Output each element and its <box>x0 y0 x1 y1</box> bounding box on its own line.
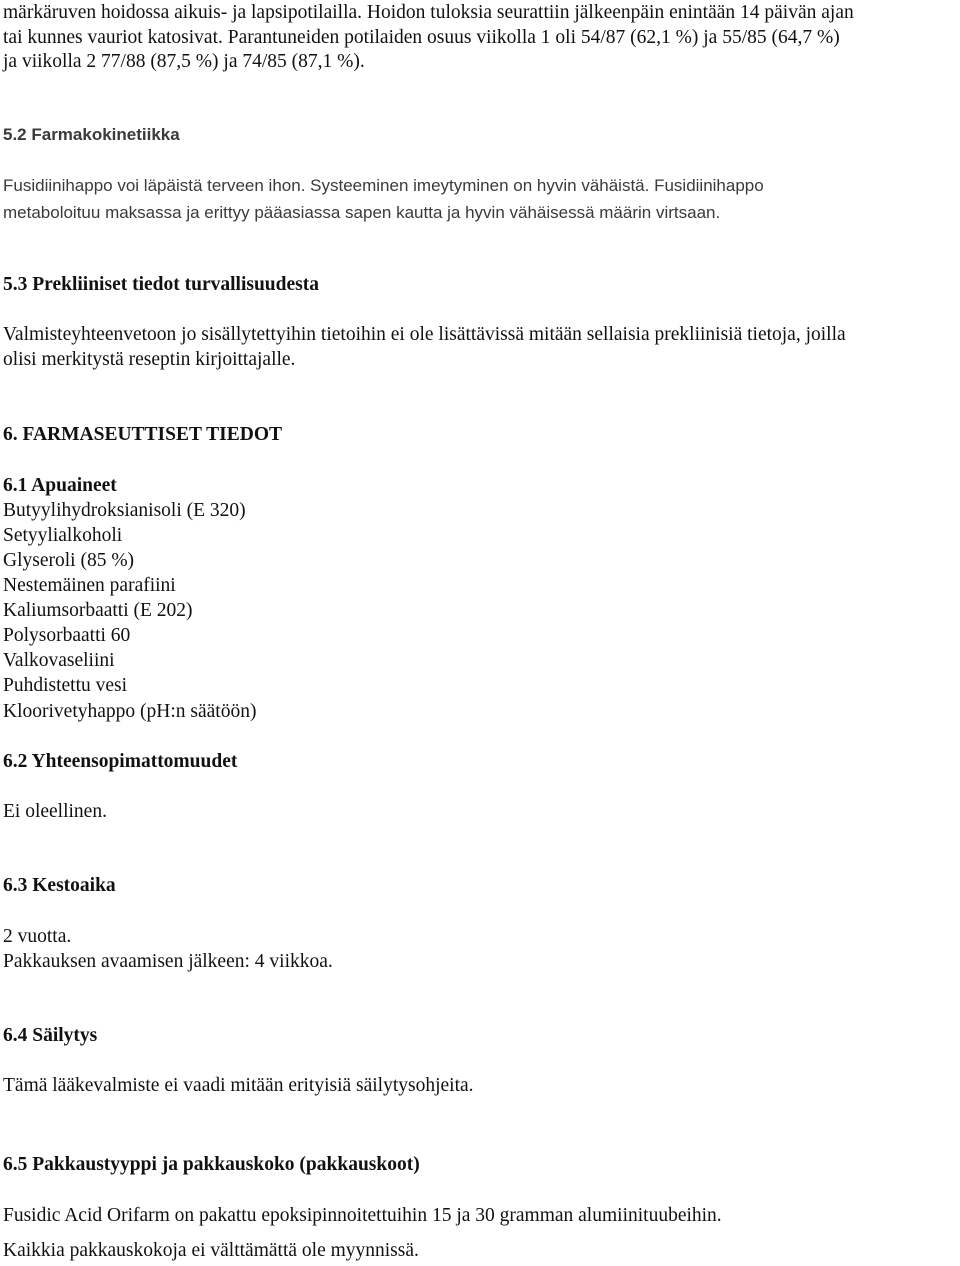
section-6-5-heading: 6.5 Pakkaustyyppi ja pakkauskoko (pakkauskoot) <box>3 1154 420 1175</box>
excipient-item: Butyylihydroksianisoli (E 320) <box>3 500 246 521</box>
excipient-item: Setyylialkoholi <box>3 525 123 546</box>
intro-line-3: ja viikolla 2 77/88 (87,5 %) ja 74/85 (87,1 %). <box>3 51 365 72</box>
section-5-3-heading: 5.3 Prekliiniset tiedot turvallisuudesta <box>3 274 319 295</box>
excipient-item: Glyseroli (85 %) <box>3 550 135 571</box>
intro-line-1: märkäruven hoidossa aikuis- ja lapsipotilailla. Hoidon tuloksia seurattiin jälkeenpäin enintään 14 päivän ajan <box>3 2 854 23</box>
excipient-item: Valkovaseliini <box>3 650 115 671</box>
section-5-3-line-2: olisi merkitystä reseptin kirjoittajalle. <box>3 349 296 370</box>
section-5-2-line-2: metaboloituu maksassa ja erittyy pääasiassa sapen kautta ja hyvin vähäisessä määrin virtsaan. <box>3 203 721 222</box>
section-6-3-line-1: 2 vuotta. <box>3 926 72 947</box>
section-6-3-heading: 6.3 Kestoaika <box>3 875 116 896</box>
section-6-heading: 6. FARMASEUTTISET TIEDOT <box>3 424 283 445</box>
section-6-5-line-2: Kaikkia pakkauskokoja ei välttämättä ole myynnissä. <box>3 1240 419 1261</box>
section-6-4-text: Tämä lääkevalmiste ei vaadi mitään erityisiä säilytysohjeita. <box>3 1075 474 1096</box>
section-6-2-text: Ei oleellinen. <box>3 801 107 822</box>
section-5-3-line-1: Valmisteyhteenvetoon jo sisällytettyihin tietoihin ei ole lisättävissä mitään sellaisia prekliinisiä tietoja, joilla <box>3 324 846 345</box>
excipient-item: Nestemäinen parafiini <box>3 575 176 596</box>
intro-line-2: tai kunnes vauriot katosivat. Parantuneiden potilaiden osuus viikolla 1 oli 54/87 (62,1 %) ja 55/85 (64,7 %) <box>3 27 840 48</box>
excipient-item: Puhdistettu vesi <box>3 675 128 696</box>
section-5-2-line-1: Fusidiinihappo voi läpäistä terveen ihon. Systeeminen imeytyminen on hyvin vähäistä. Fusidiinihappo <box>3 176 764 195</box>
section-6-2-heading: 6.2 Yhteensopimattomuudet <box>3 751 238 772</box>
excipient-item: Kaliumsorbaatti (E 202) <box>3 600 193 621</box>
section-6-5-line-1: Fusidic Acid Orifarm on pakattu epoksipinnoitettuihin 15 ja 30 gramman alumiinituubeihin. <box>3 1205 722 1226</box>
section-6-3-line-2: Pakkauksen avaamisen jälkeen: 4 viikkoa. <box>3 951 333 972</box>
section-6-1-heading: 6.1 Apuaineet <box>3 475 117 496</box>
section-6-4-heading: 6.4 Säilytys <box>3 1025 98 1046</box>
section-5-2-heading: 5.2 Farmakokinetiikka <box>3 125 180 144</box>
excipient-item: Kloorivetyhappo (pH:n säätöön) <box>3 701 257 722</box>
excipient-item: Polysorbaatti 60 <box>3 625 131 646</box>
